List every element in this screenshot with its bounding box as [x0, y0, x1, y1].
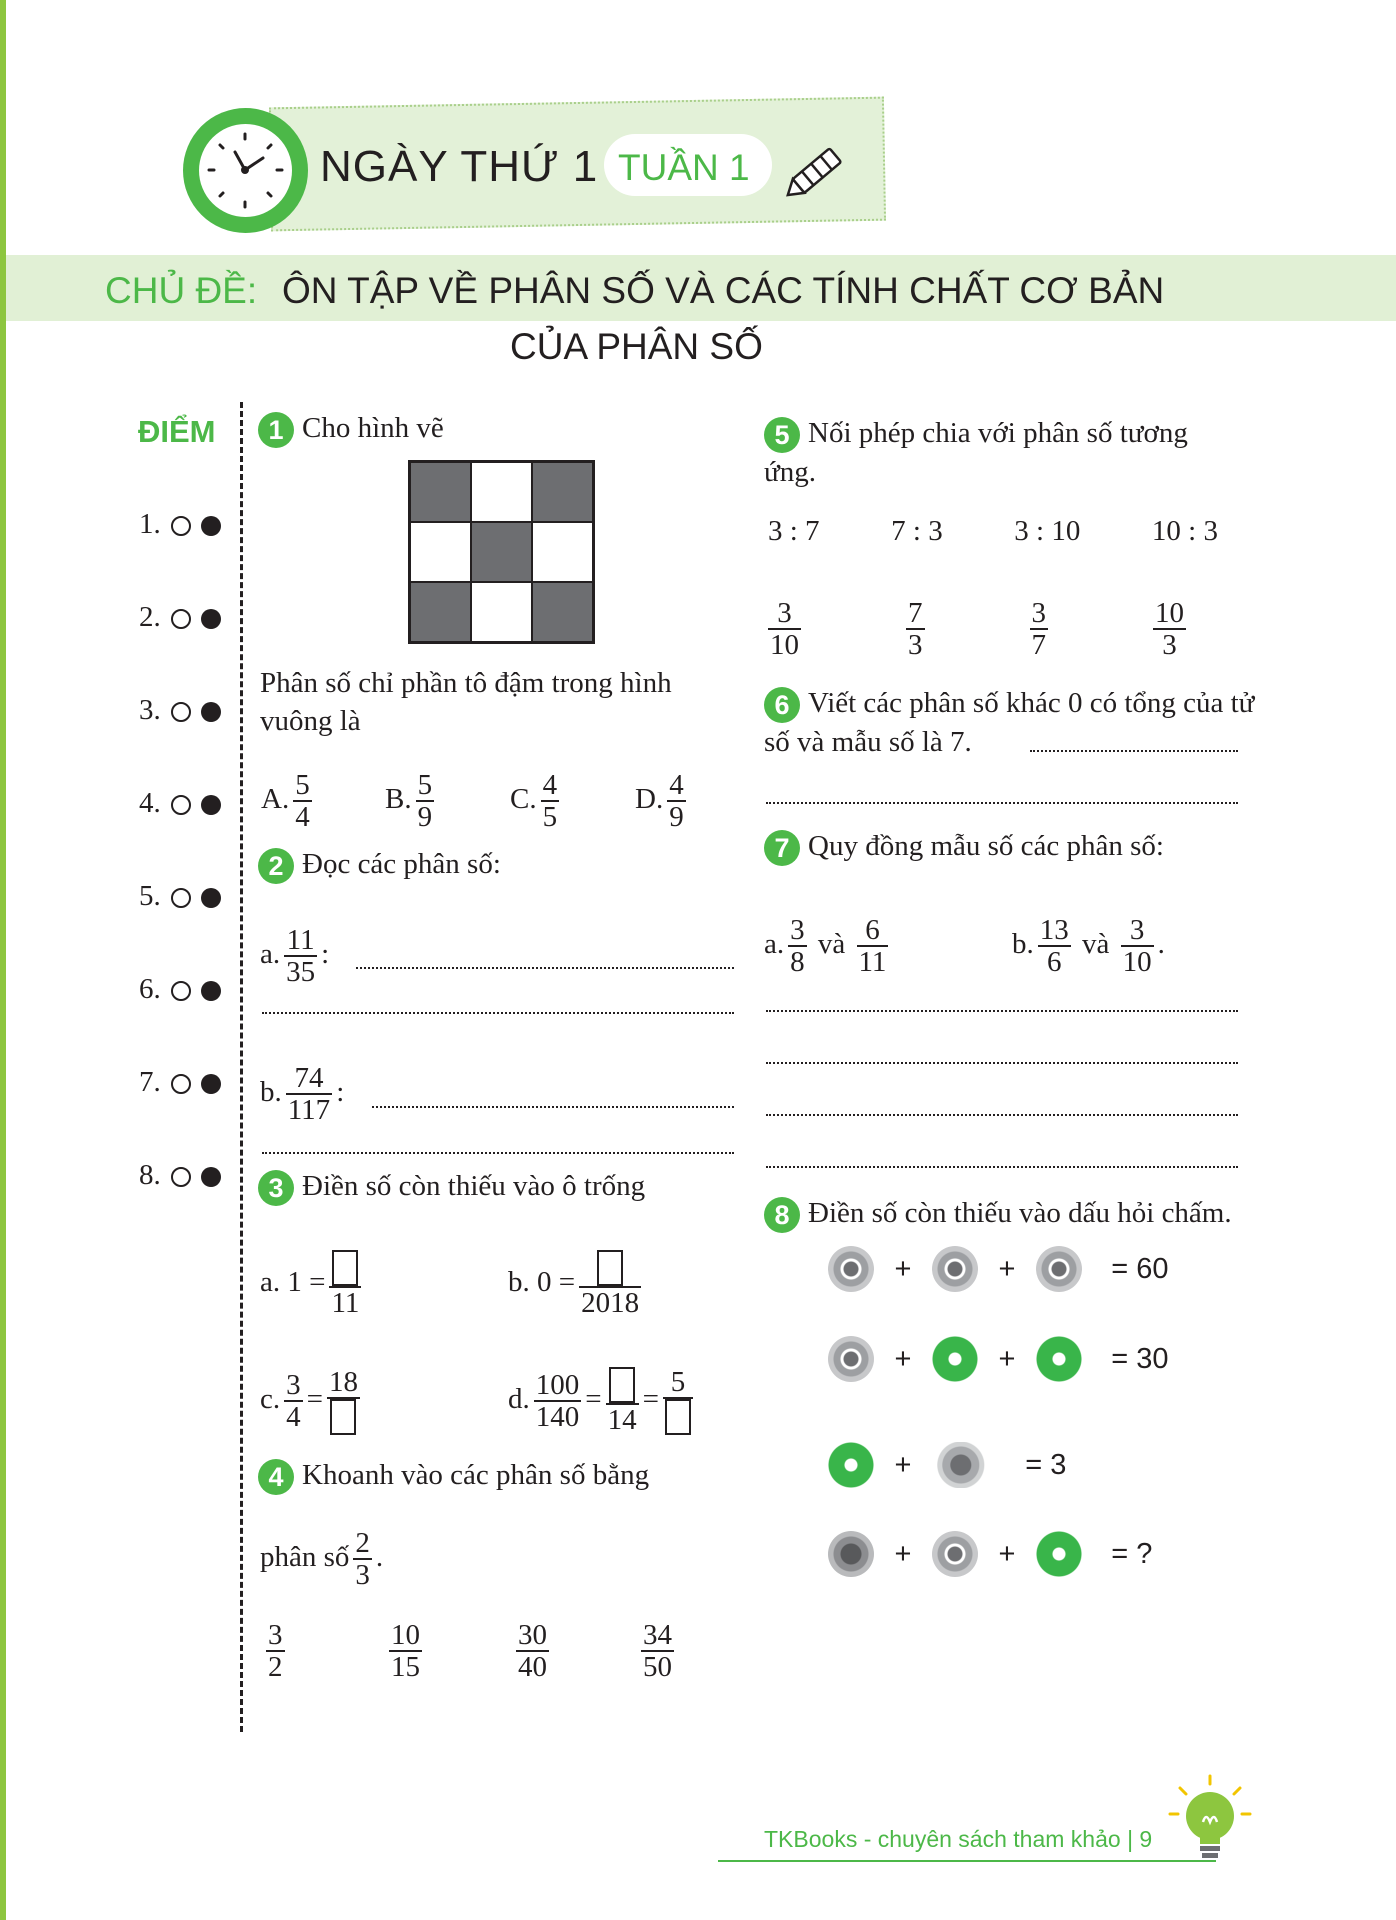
- equals: =: [306, 1382, 323, 1415]
- fraction: $\frac{3}{2}$: [268, 1619, 283, 1684]
- plus-sign: +: [894, 1342, 912, 1375]
- grid-cell-shaded: [471, 522, 532, 582]
- and-word: và: [817, 928, 846, 961]
- q3-item-d: [508, 1367, 697, 1435]
- item-label: b.: [260, 1076, 282, 1109]
- score-num: 7.: [139, 1066, 161, 1098]
- q3-badge: 3: [258, 1170, 294, 1206]
- equation-result[interactable]: = ?: [1111, 1537, 1153, 1570]
- score-row-4: [139, 787, 221, 820]
- colon: :: [321, 938, 330, 971]
- happy-face-icon[interactable]: [171, 609, 191, 629]
- answer-line[interactable]: [766, 1092, 1238, 1116]
- q8-equation-4: [828, 1531, 1152, 1577]
- happy-face-icon[interactable]: [171, 888, 191, 908]
- sad-face-icon[interactable]: [201, 702, 221, 722]
- q4-line2: phân số: [260, 1541, 350, 1574]
- score-num: 5.: [139, 880, 161, 912]
- q3-title: [258, 1170, 645, 1206]
- footer-underline: [718, 1856, 1216, 1862]
- q2-item-a: [260, 925, 329, 988]
- fraction-item[interactable]: $\frac{3}{10}$: [770, 597, 799, 662]
- topic-label: CHỦ ĐỀ:: [105, 270, 258, 311]
- score-row-8: [139, 1159, 221, 1192]
- q2-item-b: [260, 1063, 344, 1126]
- q4-title: [258, 1459, 649, 1495]
- and-word: và: [1082, 928, 1110, 961]
- grid-cell-white: [471, 582, 532, 642]
- q2-badge: 2: [258, 848, 294, 884]
- item-label: b.: [1012, 928, 1034, 961]
- q5-divisions: [768, 515, 1218, 548]
- q1-question: Phân số chỉ phần tô đậm trong hình vuông là: [260, 667, 672, 737]
- item-label: a.: [764, 928, 785, 961]
- q1-option-d[interactable]: [635, 770, 690, 833]
- equation-result: = 3: [1025, 1448, 1067, 1481]
- division-item[interactable]: 3 : 10: [1014, 515, 1081, 547]
- happy-face-icon[interactable]: [171, 516, 191, 536]
- q7-title: [764, 830, 1164, 866]
- q8-equation-1: [828, 1246, 1169, 1292]
- q4-badge: 4: [258, 1459, 294, 1495]
- sad-face-icon[interactable]: [201, 795, 221, 815]
- fraction: $\frac{3}{10}$: [1122, 914, 1152, 979]
- green-flower-icon: [1036, 1531, 1082, 1577]
- blank-box[interactable]: [665, 1399, 691, 1435]
- answer-line[interactable]: [766, 780, 1238, 804]
- q5-fractions: [764, 598, 1190, 661]
- happy-face-icon[interactable]: [171, 702, 191, 722]
- division-item[interactable]: 3 : 7: [768, 515, 820, 547]
- grid-cell-shaded: [410, 462, 471, 522]
- pencil-icon: [782, 130, 858, 206]
- fraction: 5: [663, 1367, 693, 1435]
- option-label: D.: [635, 783, 664, 816]
- fraction: $\frac{13}{6}$: [1039, 914, 1069, 979]
- fraction: 18: [327, 1367, 360, 1435]
- equation-result: = 60: [1111, 1252, 1169, 1285]
- equals: =: [642, 1382, 659, 1415]
- score-row-1: [139, 508, 221, 541]
- item-label: c.: [260, 1382, 281, 1415]
- footer-text: TKBooks - chuyên sách tham khảo | 9: [764, 1826, 1153, 1852]
- score-row-6: [139, 973, 221, 1006]
- gray-flower-icon: [828, 1336, 874, 1382]
- colon: :: [336, 1076, 345, 1109]
- gray-flower-icon: [932, 1531, 978, 1577]
- q6-title-text: Viết các phân số khác 0 có tổng của tử số và mẫu số là 7.: [764, 687, 1255, 759]
- sad-face-icon[interactable]: [201, 888, 221, 908]
- score-num: 6.: [139, 973, 161, 1005]
- q4-target: [260, 1528, 383, 1591]
- score-row-7: [139, 1066, 221, 1099]
- fraction: 11: [329, 1250, 361, 1318]
- happy-face-icon[interactable]: [171, 1074, 191, 1094]
- week-label: TUẦN 1: [618, 147, 750, 188]
- score-num: 4.: [139, 787, 161, 819]
- happy-face-icon[interactable]: [171, 1167, 191, 1187]
- lightbulb-icon: [1168, 1774, 1252, 1866]
- q3-item-b: [508, 1250, 645, 1318]
- q1-badge: 1: [258, 412, 294, 448]
- q1-option-b[interactable]: [385, 770, 438, 833]
- grid-cell-shaded: [532, 462, 593, 522]
- plus-sign: +: [894, 1448, 912, 1481]
- answer-line[interactable]: [356, 945, 734, 969]
- fraction: 2018: [579, 1250, 641, 1318]
- score-row-2: [139, 601, 221, 634]
- fraction: $\frac{10}{15}$: [391, 1619, 420, 1684]
- score-heading: ĐIỂM: [138, 414, 216, 449]
- fraction-item[interactable]: $\frac{10}{3}$: [1155, 597, 1184, 662]
- q4-choice[interactable]: [385, 1620, 426, 1683]
- score-num: 8.: [139, 1159, 161, 1191]
- fraction: $\frac{5}{4}$: [295, 769, 310, 834]
- q4-choice[interactable]: [262, 1620, 289, 1683]
- fraction: $\frac{74}{117}$: [287, 1062, 331, 1127]
- column-divider: [240, 402, 243, 1732]
- topic-title-line2: CỦA PHÂN SỐ: [510, 326, 763, 367]
- fraction-item[interactable]: $\frac{7}{3}$: [908, 597, 923, 662]
- q4-choice[interactable]: [637, 1620, 678, 1683]
- equation-result: = 30: [1111, 1342, 1169, 1375]
- happy-face-icon[interactable]: [171, 981, 191, 1001]
- plus-sign: +: [894, 1537, 912, 1570]
- blank-box[interactable]: [597, 1250, 623, 1286]
- option-label: A.: [261, 783, 290, 816]
- division-item[interactable]: 7 : 3: [891, 515, 943, 547]
- fraction: $\frac{100}{140}$: [535, 1368, 580, 1434]
- q4-title-text: Khoanh vào các phân số bằng: [302, 1459, 650, 1491]
- score-row-3: [139, 694, 221, 727]
- fraction: $\frac{5}{9}$: [417, 769, 433, 834]
- sad-face-icon[interactable]: [201, 1167, 221, 1187]
- grid-cell-white: [410, 522, 471, 582]
- q4-choice[interactable]: [512, 1620, 553, 1683]
- gray-flower-icon: [1036, 1246, 1082, 1292]
- q3-item-a: [260, 1250, 365, 1318]
- clock-face: [199, 124, 292, 217]
- q8-title-text: Điền số còn thiếu vào dấu hỏi chấm.: [808, 1197, 1232, 1229]
- score-row-5: [139, 880, 221, 913]
- q8-equation-2: [828, 1336, 1169, 1382]
- q5-title: [764, 414, 1244, 491]
- fraction: $\frac{3}{8}$: [790, 914, 805, 979]
- q5-badge: 5: [764, 417, 800, 453]
- blank-box[interactable]: [330, 1399, 356, 1435]
- option-label: C.: [510, 783, 537, 816]
- gray-flower-icon: [828, 1246, 874, 1292]
- item-label: a.: [260, 1265, 281, 1298]
- blank-box[interactable]: [332, 1250, 358, 1286]
- grid-cell-white: [532, 522, 593, 582]
- q7-badge: 7: [764, 830, 800, 866]
- answer-line[interactable]: [262, 990, 734, 1014]
- half-flower-icon: [932, 1442, 996, 1488]
- q7-title-text: Quy đồng mẫu số các phân số:: [808, 830, 1164, 862]
- day-title: NGÀY THỨ 1: [320, 142, 599, 191]
- grid-cell-white: [471, 462, 532, 522]
- q3-title-text: Điền số còn thiếu vào ô trống: [302, 1170, 646, 1202]
- answer-line[interactable]: [766, 988, 1238, 1012]
- gray-flower-icon: [932, 1246, 978, 1292]
- green-flower-icon: [932, 1336, 978, 1382]
- blank-box[interactable]: [609, 1367, 635, 1403]
- equation-lhs: 1 =: [287, 1265, 326, 1298]
- q8-badge: 8: [764, 1197, 800, 1233]
- happy-face-icon[interactable]: [171, 795, 191, 815]
- score-num: 1.: [139, 508, 161, 540]
- green-flower-icon: [828, 1442, 874, 1488]
- q7-item-b: [1012, 915, 1165, 978]
- q8-equation-3: [828, 1442, 1066, 1488]
- grid-cell-shaded: [410, 582, 471, 642]
- fraction: $\frac{2}{3}$: [355, 1527, 370, 1592]
- fraction: 14: [606, 1367, 639, 1435]
- q3-item-c: [260, 1367, 364, 1435]
- sad-face-icon[interactable]: [201, 1074, 221, 1094]
- item-label: a.: [260, 938, 281, 971]
- period: .: [1157, 928, 1165, 961]
- q7-item-a: [764, 915, 892, 978]
- answer-line[interactable]: [262, 1130, 734, 1154]
- item-label: d.: [508, 1382, 530, 1415]
- fraction: $\frac{4}{9}$: [669, 769, 684, 834]
- q6-badge: 6: [764, 687, 800, 723]
- answer-line[interactable]: [766, 1144, 1238, 1168]
- dark-flower-icon: [828, 1531, 874, 1577]
- fraction: $\frac{4}{5}$: [542, 769, 558, 834]
- plus-sign: +: [998, 1342, 1016, 1375]
- fraction: $\frac{11}{35}$: [286, 924, 316, 989]
- sad-face-icon[interactable]: [201, 516, 221, 536]
- q1-title: [258, 412, 444, 448]
- sad-face-icon[interactable]: [201, 981, 221, 1001]
- q2-title: [258, 848, 501, 884]
- q2-title-text: Đọc các phân số:: [302, 848, 501, 880]
- score-num: 2.: [139, 601, 161, 633]
- score-num: 3.: [139, 694, 161, 726]
- q1-option-c[interactable]: [510, 770, 563, 833]
- equation-lhs: 0 =: [537, 1265, 576, 1298]
- division-item[interactable]: 10 : 3: [1151, 515, 1218, 547]
- plus-sign: +: [998, 1537, 1016, 1570]
- q8-title: [764, 1197, 1232, 1233]
- plus-sign: +: [894, 1252, 912, 1285]
- fraction-item[interactable]: $\frac{3}{7}$: [1031, 597, 1046, 662]
- plus-sign: +: [998, 1252, 1016, 1285]
- fraction: $\frac{30}{40}$: [518, 1619, 547, 1684]
- q5-title-text: Nối phép chia với phân số tương ứng.: [764, 417, 1188, 489]
- answer-line[interactable]: [1030, 728, 1238, 752]
- fraction: $\frac{6}{11}$: [858, 914, 887, 979]
- grid-cell-shaded: [532, 582, 593, 642]
- q1-option-a[interactable]: [261, 770, 316, 833]
- answer-line[interactable]: [372, 1084, 734, 1108]
- fraction: $\frac{34}{50}$: [643, 1619, 672, 1684]
- fraction: $\frac{3}{4}$: [286, 1368, 301, 1434]
- period: .: [375, 1541, 384, 1574]
- topic-title-line1: ÔN TẬP VỀ PHÂN SỐ VÀ CÁC TÍNH CHẤT CƠ BẢN: [282, 270, 1165, 311]
- equals: =: [585, 1382, 602, 1415]
- sad-face-icon[interactable]: [201, 609, 221, 629]
- item-label: b.: [508, 1265, 530, 1298]
- clock-hands-icon: [199, 124, 292, 217]
- shaded-square-grid: [408, 460, 595, 644]
- q1-title-text: Cho hình vẽ: [302, 412, 444, 444]
- green-flower-icon: [1036, 1336, 1082, 1382]
- answer-line[interactable]: [766, 1040, 1238, 1064]
- option-label: B.: [385, 783, 412, 816]
